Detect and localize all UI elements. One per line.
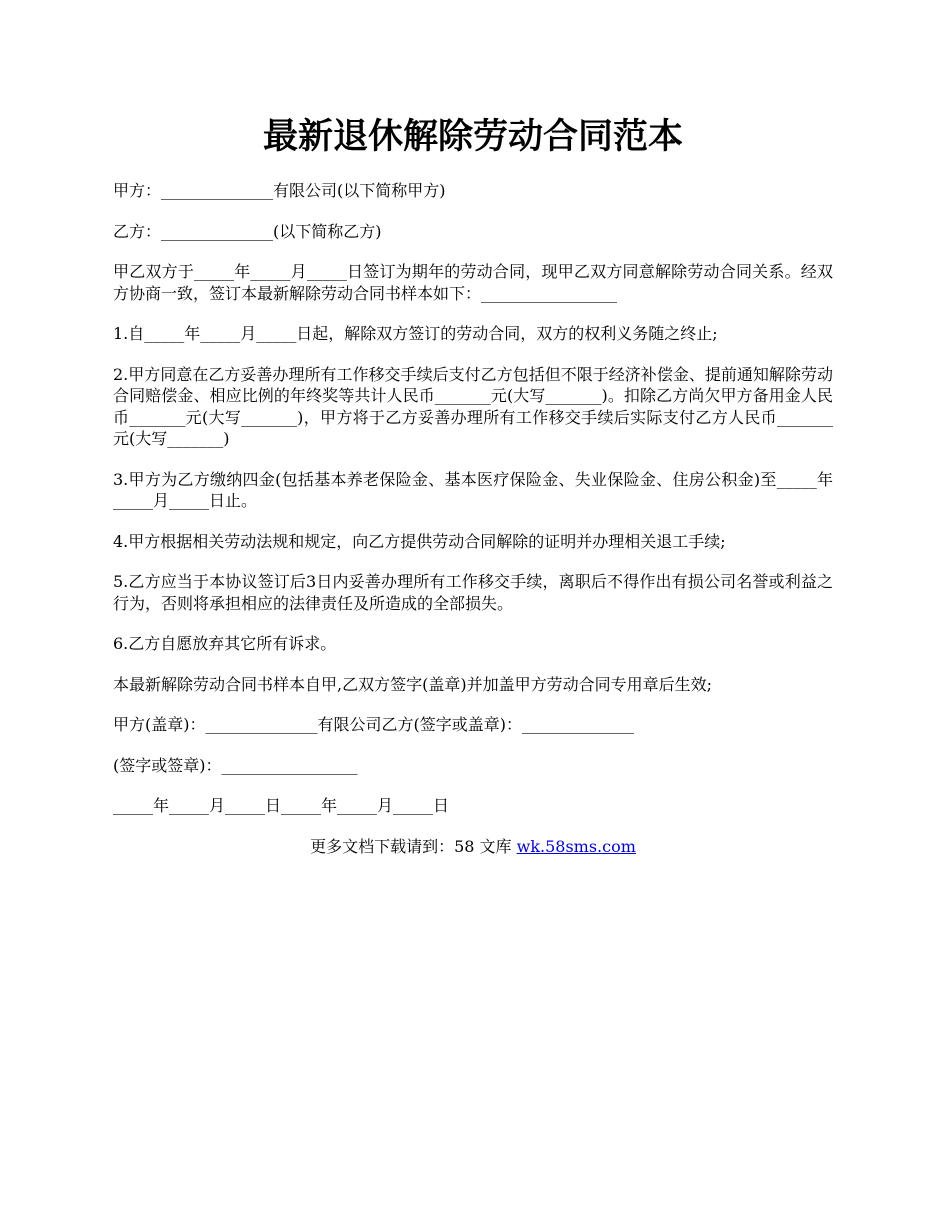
signature-line-2: (签字或签章)：_________________ — [113, 755, 358, 775]
footer-prefix: 更多文档下载请到：58 文库 — [310, 836, 517, 856]
clause-6: 6.乙方自愿放弃其它所有诉求。 — [113, 634, 337, 653]
footer-link[interactable]: wk.58sms.com — [516, 836, 636, 856]
footer — [113, 836, 833, 858]
effective-clause: 本最新解除劳动合同书样本自甲,乙双方签字(盖章)并加盖甲方劳动合同专用章后生效; — [113, 674, 712, 694]
clause-4: 4.甲方根据相关劳动法规和规定，向乙方提供劳动合同解除的证明并办理相关退工手续; — [113, 531, 726, 551]
document-title: 最新退休解除劳动合同范本 — [262, 116, 683, 157]
clause-1: 1.自_____年_____月_____日起，解除双方签订的劳动合同，双方的权利义务随之终止; — [113, 324, 718, 343]
clause-5: 5.乙方应当于本协议签订后3日内妥善办理所有工作移交手续，离职后不得作出有损公司名誉或利益之行为，否则将承担相应的法律责任及所造成的全部损失。 — [113, 572, 833, 613]
signature-line: 甲方(盖章)：______________有限公司乙方(签字或盖章)：______________ — [113, 715, 634, 734]
document-page — [113, 110, 833, 857]
party-a-line: 甲方：______________有限公司(以下简称甲方) — [113, 181, 446, 200]
party-b-line: 乙方：______________(以下简称乙方) — [113, 221, 382, 241]
clause-2: 2.甲方同意在乙方妥善办理所有工作移交手续后支付乙方包括但不限于经济补偿金、提前通知解除劳动合同赔偿金、相应比例的年终奖等共计人民币_______元(大写_______)。扣除乙方尚欠甲方备用金人民币_______元(大写_______)，甲方将于乙方妥善办理所有工作移交手续后实际支付乙方人民币_______元(大写_______) — [113, 364, 833, 448]
clause-3: 3.甲方为乙方缴纳四金(包括基本养老保险金、基本医疗保险金、失业保险金、住房公积金)至_____年_____月_____日止。 — [113, 469, 833, 510]
date-line: _____年_____月_____日_____年_____月_____日 — [113, 796, 450, 815]
intro-paragraph: 甲乙双方于_____年_____月_____日签订为期年的劳动合同，现甲乙双方同意解除劳动合同关系。经双方协商一致，签订本最新解除劳动合同书样本如下：_________________ — [113, 262, 833, 303]
